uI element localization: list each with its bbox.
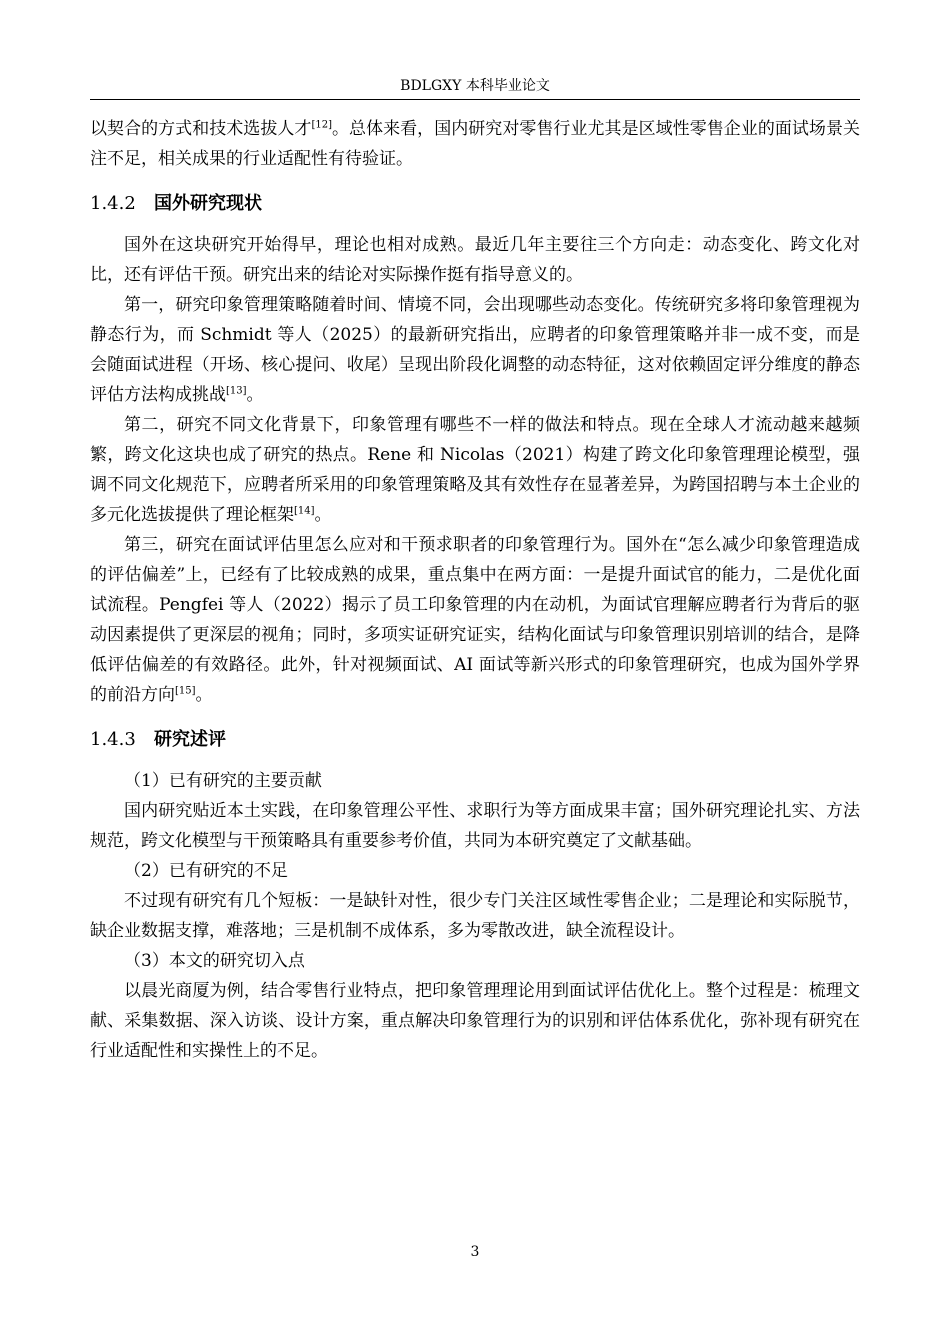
paragraph-end: 。 [195, 685, 213, 705]
citation-15: [15] [175, 685, 196, 697]
continuation-paragraph [90, 114, 860, 174]
section-heading-1-4-2 [90, 190, 860, 218]
section-heading-1-4-3 [90, 726, 860, 754]
page-number: 3 [470, 1244, 480, 1260]
paragraph-intro: 国外在这块研究开始得早，理论也相对成熟。最近几年主要往三个方向走：动态变化、跨文化对比，还有评估干预。研究出来的结论对实际操作挺有指导意义的。 [90, 235, 860, 285]
paragraph-end: 。 [314, 505, 332, 525]
citation-12: [12] [311, 119, 332, 131]
section-number: 1.4.2 [90, 193, 136, 214]
citation-13: [13] [226, 385, 247, 397]
running-header: BDLGXY 本科毕业论文 [400, 78, 550, 94]
paragraph-second [90, 410, 860, 530]
paragraph-text: 第一，研究印象管理策略随着时间、情境不同，会出现哪些动态变化。传统研究多将印象管理视为静态行为，而 Schmidt 等人（2025）的最新研究指出，应聘者的印象管理策略并非一成不变，而是会随面试进程（开场、核心提问、收尾）呈现出阶段化调整的动态特征，这对依赖固定评分维度的静态评估方法构成挑战 [90, 295, 860, 405]
section-number: 1.4.3 [90, 729, 136, 750]
page-body [90, 114, 860, 1066]
item-text-contributions: 国内研究贴近本土实践，在印象管理公平性、求职行为等方面成果丰富；国外研究理论扎实、方法规范，跨文化模型与干预策略具有重要参考价值，共同为本研究奠定了文献基础。 [90, 801, 860, 851]
paragraph-end: 。 [246, 385, 264, 405]
paragraph-text: 第二，研究不同文化背景下，印象管理有哪些不一样的做法和特点。现在全球人才流动越来越频繁，跨文化这块也成了研究的热点。Rene 和 Nicolas（2021）构建了跨文化印象管理理论模型，强调不同文化规范下，应聘者所采用的印象管理策略及其有效性存在显著差异，为跨国招聘与本土企业的多元化选拔提供了理论框架 [90, 415, 860, 525]
item-label-entry-point: （3）本文的研究切入点 [124, 951, 305, 971]
paragraph-text: 第三，研究在面试评估里怎么应对和干预求职者的印象管理行为。国外在“怎么减少印象管理造成的评估偏差”上，已经有了比较成熟的成果，重点集中在两方面：一是提升面试官的能力，二是优化面试流程。Pengfei 等人（2022）揭示了员工印象管理的内在动机，为面试官理解应聘者行为背后的驱动因素提供了更深层的视角；同时，多项实证研究证实，结构化面试与印象管理识别培训的结合，是降低评估偏差的有效路径。此外，针对视频面试、AI 面试等新兴形式的印象管理研究，也成为国外学界的前沿方向 [90, 535, 860, 705]
item-text-entry-point: 以晨光商厦为例，结合零售行业特点，把印象管理理论用到面试评估优化上。整个过程是：梳理文献、采集数据、深入访谈、设计方案，重点解决印象管理行为的识别和评估体系优化，弥补现有研究在行业适配性和实操性上的不足。 [90, 981, 860, 1061]
item-text-shortcomings: 不过现有研究有几个短板：一是缺针对性，很少专门关注区域性零售企业；二是理论和实际脱节，缺企业数据支撑，难落地；三是机制不成体系，多为零散改进，缺全流程设计。 [90, 891, 860, 941]
section-title: 研究述评 [154, 729, 226, 750]
citation-14: [14] [294, 505, 315, 517]
header-rule [90, 99, 860, 100]
item-label-contributions: （1）已有研究的主要贡献 [124, 771, 322, 791]
paragraph-third [90, 530, 860, 710]
paragraph-first [90, 290, 860, 410]
section-title: 国外研究现状 [154, 193, 262, 214]
item-label-shortcomings: （2）已有研究的不足 [124, 861, 288, 881]
continuation-text: 以契合的方式和技术选拔人才 [90, 119, 312, 139]
continuation-text-after: 。总体来看，国内研究对零售行业尤其是区域性零售企业的面试场景关注不足，相关成果的行业适配性有待验证。 [90, 119, 861, 169]
